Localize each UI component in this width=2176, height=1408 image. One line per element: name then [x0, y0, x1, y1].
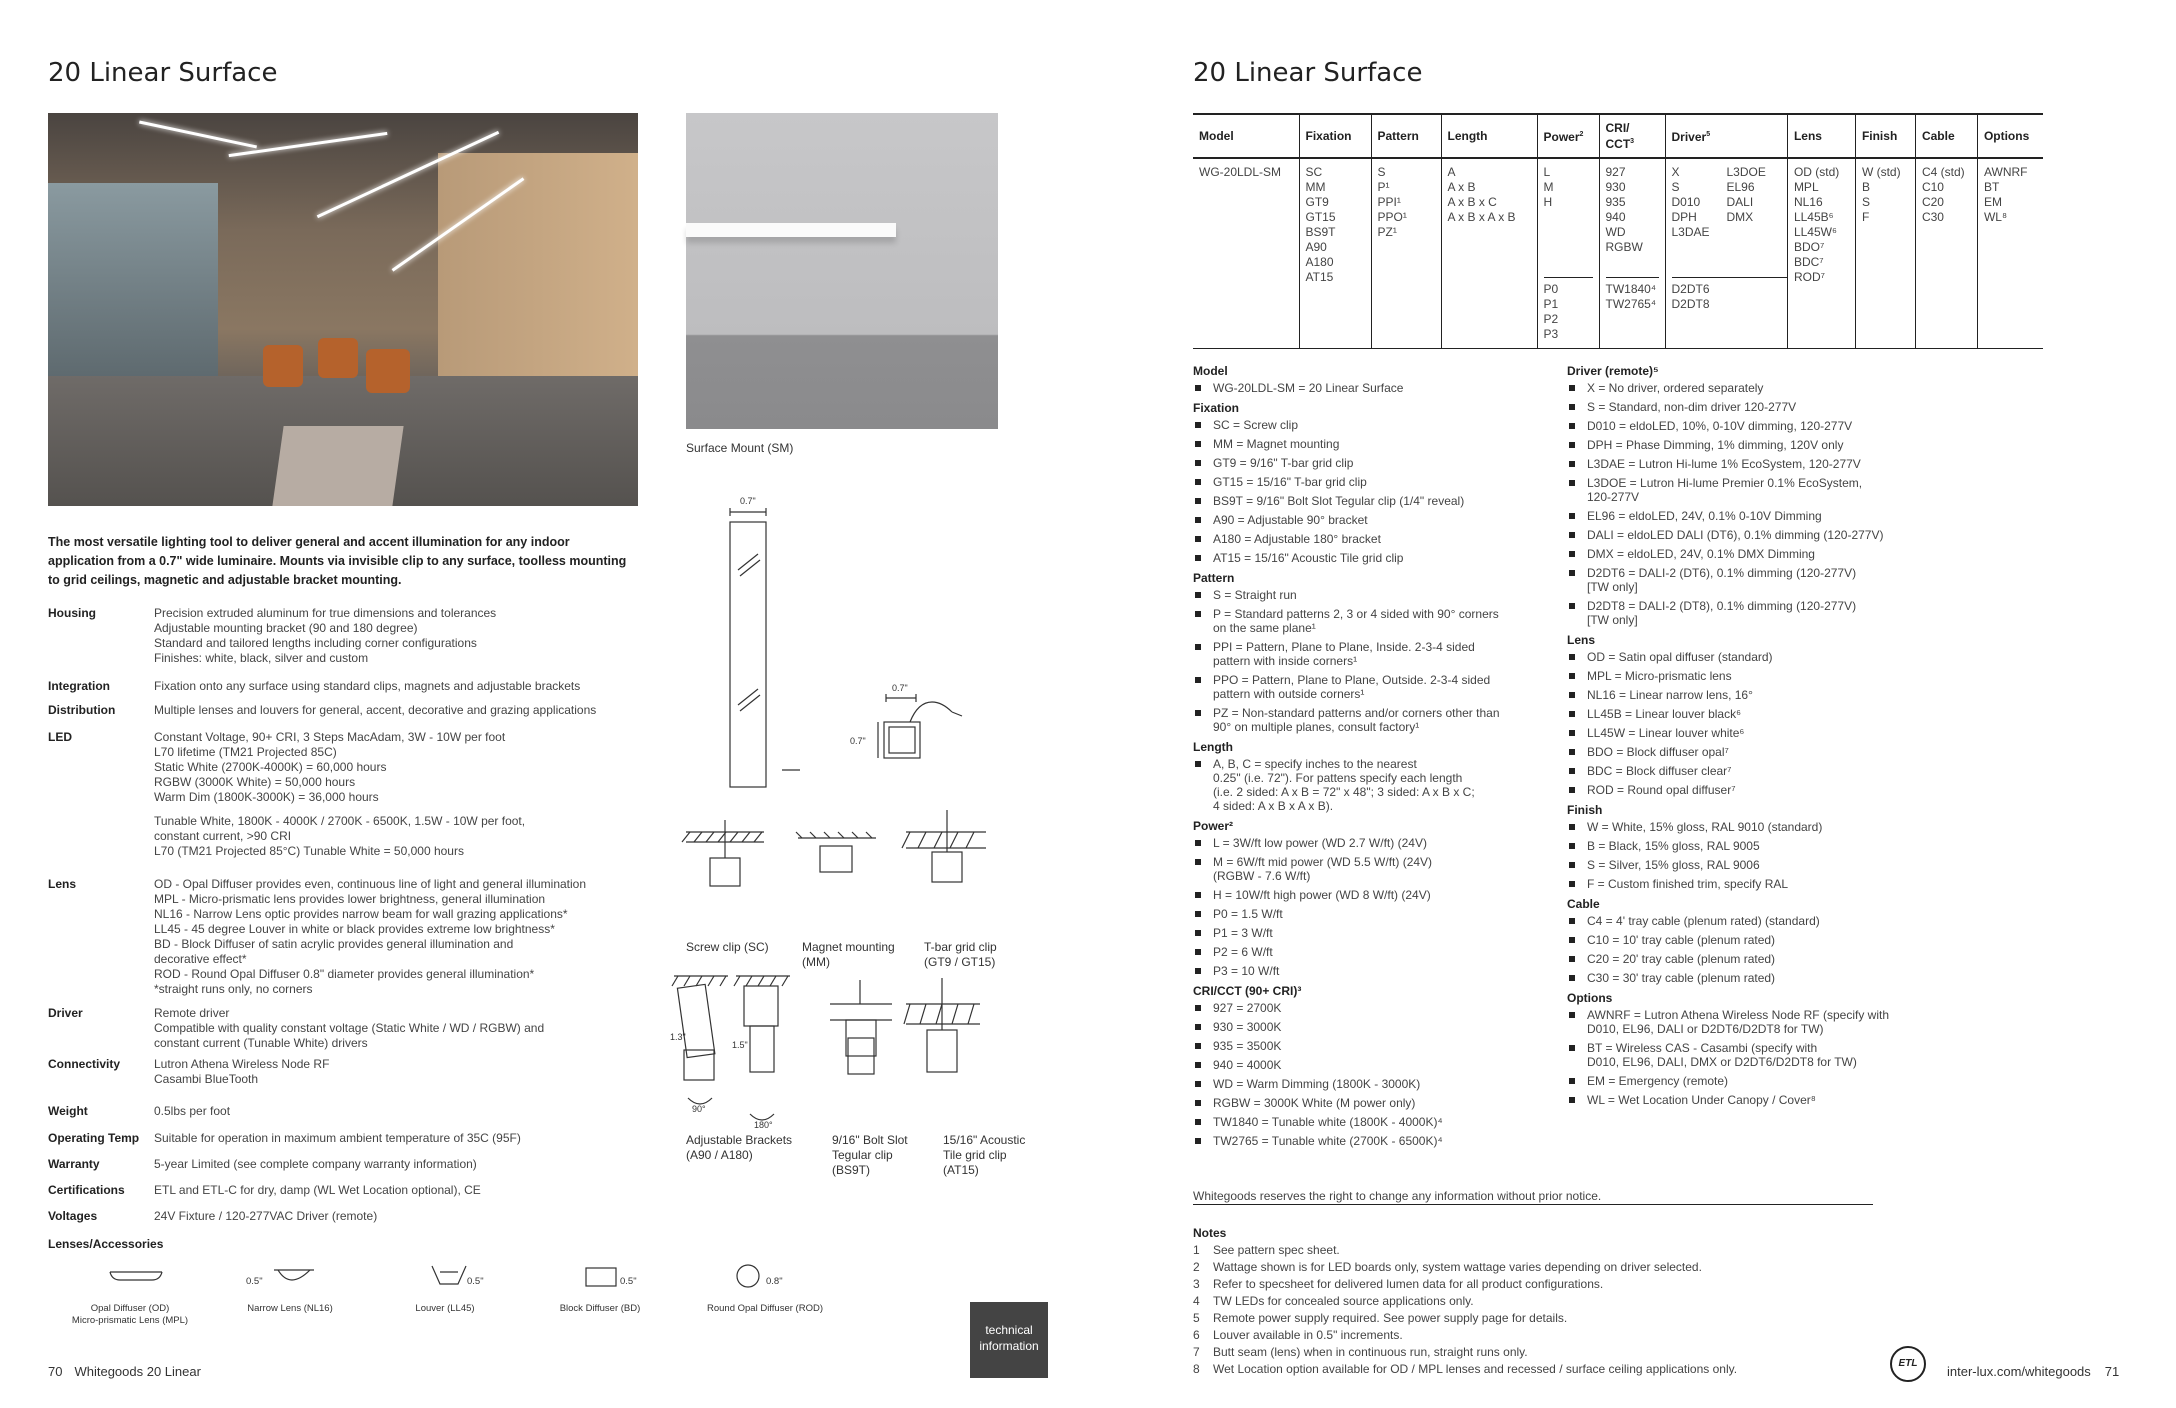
option-item: D010 = eldoLED, 10%, 0-10V dimming, 120-277V: [1567, 419, 1967, 433]
option-item: F = Custom finished trim, specify RAL: [1567, 877, 1967, 891]
accessories-title: Lenses/Accessories: [48, 1237, 164, 1251]
page-title-left: 20 Linear Surface: [48, 58, 278, 88]
page-title-right: 20 Linear Surface: [1193, 58, 1423, 88]
option-heading: Model: [1193, 364, 1228, 378]
spec-key: LED: [48, 730, 72, 744]
option-item: ROD = Round opal diffuser⁷: [1567, 783, 1967, 797]
option-item: S = Silver, 15% gloss, RAL 9006: [1567, 858, 1967, 872]
option-item: 927 = 2700K: [1193, 1001, 1563, 1015]
note-item: 5 Remote power supply required. See power supply page for details.: [1193, 1311, 1568, 1325]
table-cell-list: C4 (std) C10 C20 C30: [1915, 158, 1977, 349]
option-item: AWNRF = Lutron Athena Wireless Node RF (specify with D010, EL96, DALI or D2DT6/D2DT8 for TW): [1567, 1008, 1967, 1036]
spec-value: Remote driver Compatible with quality constant voltage (Static White / WD / RGBW) and constant current (Tunable White) drivers: [154, 1006, 545, 1050]
option-item: NL16 = Linear narrow lens, 16°: [1567, 688, 1967, 702]
spec-key: Certifications: [48, 1183, 125, 1197]
table-cell-list: A A x B A x B x C A x B x A x B: [1441, 158, 1537, 349]
note-item: 6 Louver available in 0.5" increments.: [1193, 1328, 1403, 1342]
caption-bolt-slot: 9/16" Bolt Slot Tegular clip (BS9T): [832, 1133, 908, 1177]
spec-value: 24V Fixture / 120-277VAC Driver (remote): [154, 1209, 378, 1223]
table-cell-list: TW1840⁴ TW2765⁴: [1606, 277, 1659, 312]
bracket-a90-dim: 1.3": [670, 1032, 686, 1042]
option-item: C20 = 20' tray cable (plenum rated): [1567, 952, 1967, 966]
spec-key: Voltages: [48, 1209, 98, 1223]
option-item: TW1840 = Tunable white (1800K - 4000K)⁴: [1193, 1115, 1563, 1129]
option-item: C30 = 30' tray cable (plenum rated): [1567, 971, 1967, 985]
spec-key: Lens: [48, 877, 77, 891]
option-item: A, B, C = specify inches to the nearest 0.25" (i.e. 72"). For pattens specify each length (i.e. 2 sided: A x B = 72" x 48"; 3 sided: A x B x C; 4 sided: A x B x A x B).: [1193, 757, 1563, 813]
spec-key: Warranty: [48, 1157, 100, 1171]
option-item: L3DAE = Lutron Hi-lume 1% EcoSystem, 120-277V: [1567, 457, 1967, 471]
option-item: 940 = 4000K: [1193, 1058, 1563, 1072]
option-heading: Finish: [1567, 803, 1603, 817]
mounting-drawings: [670, 490, 1000, 1130]
angle-180-label: 180°: [754, 1120, 773, 1130]
option-item: PPO = Pattern, Plane to Plane, Outside. 2-3-4 sided pattern with outside corners¹: [1193, 673, 1563, 701]
option-item: C10 = 10' tray cable (plenum rated): [1567, 933, 1967, 947]
note-item: 1 See pattern spec sheet.: [1193, 1243, 1340, 1257]
option-item: L = 3W/ft low power (WD 2.7 W/ft) (24V): [1193, 836, 1563, 850]
accessory-bd-label: Block Diffuser (BD): [559, 1303, 641, 1314]
spec-key: Integration: [48, 679, 110, 693]
option-item: D2DT6 = DALI-2 (DT6), 0.1% dimming (120-277V) [TW only]: [1567, 566, 1967, 594]
etl-logo: ETL: [1890, 1346, 1926, 1382]
option-item: 935 = 3500K: [1193, 1039, 1563, 1053]
option-item: B = Black, 15% gloss, RAL 9005: [1567, 839, 1967, 853]
spec-value: 0.5lbs per foot: [154, 1104, 231, 1118]
spec-key: Connectivity: [48, 1057, 121, 1071]
accessory-nl16-label: Narrow Lens (NL16): [247, 1303, 333, 1314]
option-item: 930 = 3000K: [1193, 1020, 1563, 1034]
disclaimer-rule: [1193, 1204, 1873, 1205]
option-item: A180 = Adjustable 180° bracket: [1193, 532, 1563, 546]
option-item: GT15 = 15/16" T-bar grid clip: [1193, 475, 1563, 489]
footer-right: [1947, 1364, 2119, 1379]
table-cell-list: L3DOE EL96 DALI DMX: [1726, 165, 1766, 224]
spec-key: Operating Temp: [48, 1131, 140, 1145]
table-cell-list: S P¹ PPI¹ PPO¹ PZ¹: [1371, 158, 1441, 349]
option-item: DALI = eldoLED DALI (DT6), 0.1% dimming (120-277V): [1567, 528, 1967, 542]
accessory-icons: [60, 1262, 860, 1302]
option-item: OD = Satin opal diffuser (standard): [1567, 650, 1967, 664]
spec-value: Lutron Athena Wireless Node RF Casambi BlueTooth: [154, 1057, 330, 1086]
rod-dim: 0.8": [766, 1276, 783, 1287]
option-item: EM = Emergency (remote): [1567, 1074, 1967, 1088]
option-item: RGBW = 3000K White (M power only): [1193, 1096, 1563, 1110]
note-item: 2 Wattage shown is for LED boards only, system wattage varies depending on driver selected.: [1193, 1260, 1702, 1274]
table-cell-list: W (std) B S F: [1855, 158, 1915, 349]
disclaimer: Whitegoods reserves the right to change any information without prior notice.: [1193, 1189, 1602, 1203]
option-item: WG-20LDL-SM = 20 Linear Surface: [1193, 381, 1563, 395]
option-heading: Fixation: [1193, 401, 1240, 415]
option-item: SC = Screw clip: [1193, 418, 1563, 432]
nl16-dim: 0.5": [246, 1276, 263, 1287]
option-heading: Power²: [1193, 819, 1234, 833]
option-heading: Options: [1567, 991, 1613, 1005]
option-heading: Pattern: [1193, 571, 1235, 585]
option-item: P1 = 3 W/ft: [1193, 926, 1563, 940]
spec-key: Driver: [48, 1006, 83, 1020]
clip-height-dim: 0.7": [850, 736, 866, 746]
ordering-table: Model Fixation Pattern Length Power$^2$ CRI/ CCT$^3$ Driver$^5$ Lens Finish Cable Options WG-20LDL-SM SC MM GT9 GT15 BS9T A90 A180 AT15 S P¹ PPI¹ PPO¹ PZ¹ A A x B A x B x C A x B x A x B L M H P0 P1 P2 P3 927 930 935 940 WD RGBW TW1840⁴ TW2765⁴ X S D010 DPH L3DAE L3DOE EL96 DALI DMX D2DT6 D2DT8 OD (std) MPL NL16 LL45B⁶ LL45W⁶ BDO⁷ BDC⁷ ROD⁷ W (std) B S F C4 (std) C10 C20 C30 AWNRF BT EM WL⁸: [1193, 113, 2043, 349]
spec-list: [48, 606, 668, 1226]
option-item: BDC = Block diffuser clear⁷: [1567, 764, 1967, 778]
option-heading: Cable: [1567, 897, 1600, 911]
option-item: MM = Magnet mounting: [1193, 437, 1563, 451]
profile-width-dim: 0.7": [740, 496, 756, 506]
option-item: LL45B = Linear louver black⁶: [1567, 707, 1967, 721]
option-item: S = Standard, non-dim driver 120-277V: [1567, 400, 1967, 414]
note-item: 3 Refer to specsheet for delivered lumen data for all product configurations.: [1193, 1277, 1604, 1291]
option-heading: Length: [1193, 740, 1233, 754]
bracket-a180-dim: 1.5": [732, 1040, 748, 1050]
website-link: inter-lux.com/whitegoods: [1947, 1364, 2091, 1379]
option-item: P = Standard patterns 2, 3 or 4 sided with 90° corners on the same plane¹: [1193, 607, 1563, 635]
spec-value: 5-year Limited (see complete company warranty information): [154, 1157, 477, 1171]
option-item: P0 = 1.5 W/ft: [1193, 907, 1563, 921]
option-item: WL = Wet Location Under Canopy / Cover⁸: [1567, 1093, 1967, 1107]
option-item: BT = Wireless CAS - Casambi (specify with D010, EL96, DALI, DMX or D2DT6/D2DT8 for TW): [1567, 1041, 1967, 1069]
options-column-1: [1193, 358, 1563, 1153]
option-item: C4 = 4' tray cable (plenum rated) (standard): [1567, 914, 1967, 928]
interior-photo: [48, 113, 638, 506]
spec-value: Multiple lenses and louvers for general, accent, decorative and grazing applications: [154, 703, 597, 717]
option-item: EL96 = eldoLED, 24V, 0.1% 0-10V Dimming: [1567, 509, 1967, 523]
spec-key: Weight: [48, 1104, 88, 1118]
table-cell-list: SC MM GT9 GT15 BS9T A90 A180 AT15: [1299, 158, 1371, 349]
table-cell-list: P0 P1 P2 P3: [1544, 277, 1593, 342]
option-item: S = Straight run: [1193, 588, 1563, 602]
spec-value: Precision extruded aluminum for true dimensions and tolerances Adjustable mounting bracket (90 and 180 degree) Standard and tailored lengths including corner configurations Finishes: white, black, silver and custom: [154, 606, 497, 665]
option-item: P3 = 10 W/ft: [1193, 964, 1563, 978]
notes: Notes 1 See pattern spec sheet. 2 Wattage shown is for LED boards only, system wattage varies depending on driver selected. 3 Refer to specsheet for delivered lumen data for all product configurations. 4 TW LEDs for concealed source applications only. 5 Remote power supply required. See power supply page for details. 6 Louver available in 0.5" increments. 7 Butt seam (lens) when in continuous run, straight runs only. 8 Wet Location option available for OD / MPL lenses and recessed / surface ceiling applications only.: [1193, 1225, 1953, 1378]
option-heading: Lens: [1567, 633, 1596, 647]
option-item: BS9T = 9/16" Bolt Slot Tegular clip (1/4" reveal): [1193, 494, 1563, 508]
caption-tbar: T-bar grid clip (GT9 / GT15): [924, 940, 997, 969]
option-item: A90 = Adjustable 90° bracket: [1193, 513, 1563, 527]
surface-mount-caption: Surface Mount (SM): [686, 441, 794, 455]
option-item: BDO = Block diffuser opal⁷: [1567, 745, 1967, 759]
option-item: DPH = Phase Dimming, 1% dimming, 120V only: [1567, 438, 1967, 452]
option-item: DMX = eldoLED, 24V, 0.1% DMX Dimming: [1567, 547, 1967, 561]
option-item: GT9 = 9/16" T-bar grid clip: [1193, 456, 1563, 470]
option-item: X = No driver, ordered separately: [1567, 381, 1967, 395]
accessory-od-label: Opal Diffuser (OD) Micro-prismatic Lens (MPL): [71, 1303, 189, 1326]
option-heading: CRI/CCT (90+ CRI)³: [1193, 984, 1302, 998]
option-item: L3DOE = Lutron Hi-lume Premier 0.1% EcoSystem, 120-277V: [1567, 476, 1967, 504]
option-item: M = 6W/ft mid power (WD 5.5 W/ft) (24V) (RGBW - 7.6 W/ft): [1193, 855, 1563, 883]
ll45-dim: 0.5": [467, 1276, 484, 1287]
footer-left: [48, 1364, 201, 1379]
table-cell-list: OD (std) MPL NL16 LL45B⁶ LL45W⁶ BDO⁷ BDC⁷ ROD⁷: [1787, 158, 1855, 349]
option-item: PZ = Non-standard patterns and/or corners other than 90° on multiple planes, consult factory¹: [1193, 706, 1563, 734]
bd-dim: 0.5": [620, 1276, 637, 1287]
option-item: MPL = Micro-prismatic lens: [1567, 669, 1967, 683]
table-cell-list: AWNRF BT EM WL⁸: [1977, 158, 2043, 349]
caption-brackets: Adjustable Brackets (A90 / A180): [686, 1133, 793, 1162]
page-number-right: 71: [2104, 1364, 2120, 1379]
intro-paragraph: The most versatile lighting tool to deliver general and accent illumination for any indoor application from a 0.7" wide luminaire. Mounts via invisible clip to any surface, toolless mounting to grid ceilings, magnetic and adjustable bracket mounting.: [48, 535, 627, 587]
spec-value: Suitable for operation in maximum ambient temperature of 35C (95F): [154, 1131, 521, 1145]
footer-label: Whitegoods 20 Linear: [74, 1364, 201, 1379]
caption-magnet: Magnet mounting (MM): [802, 940, 895, 969]
spec-value: ETL and ETL-C for dry, damp (WL Wet Location optional), CE: [154, 1183, 481, 1197]
table-cell-list: X S D010 DPH L3DAE: [1671, 165, 1710, 239]
spec-value: Fixation onto any surface using standard clips, magnets and adjustable brackets: [154, 679, 581, 693]
option-item: W = White, 15% gloss, RAL 9010 (standard): [1567, 820, 1967, 834]
page-number-left: 70: [48, 1364, 63, 1379]
option-item: P2 = 6 W/ft: [1193, 945, 1563, 959]
note-item: 7 Butt seam (lens) when in continuous run, straight runs only.: [1193, 1345, 1528, 1359]
accessory-ll45-label: Louver (LL45): [415, 1303, 475, 1314]
option-item: TW2765 = Tunable white (2700K - 6500K)⁴: [1193, 1134, 1563, 1148]
spec-key: Housing: [48, 606, 96, 620]
table-cell-list: L M H: [1543, 165, 1554, 209]
note-item: 8 Wet Location option available for OD / MPL lenses and recessed / surface ceiling applications only.: [1193, 1362, 1738, 1376]
note-item: 4 TW LEDs for concealed source applications only.: [1193, 1294, 1474, 1308]
surface-mount-photo: [686, 113, 998, 429]
technical-information-tab[interactable]: technical information: [970, 1302, 1048, 1378]
option-item: D2DT8 = DALI-2 (DT8), 0.1% dimming (120-277V) [TW only]: [1567, 599, 1967, 627]
caption-screw-clip: Screw clip (SC): [686, 940, 769, 954]
accessory-rod-label: Round Opal Diffuser (ROD): [707, 1303, 823, 1314]
option-heading: Driver (remote)⁵: [1567, 364, 1659, 378]
spec-key: Distribution: [48, 703, 116, 717]
table-cell-list: 927 930 935 940 WD RGBW: [1605, 165, 1643, 254]
option-item: PPI = Pattern, Plane to Plane, Inside. 2-3-4 sided pattern with inside corners¹: [1193, 640, 1563, 668]
option-item: WD = Warm Dimming (1800K - 3000K): [1193, 1077, 1563, 1091]
spec-value: Constant Voltage, 90+ CRI, 3 Steps MacAdam, 3W - 10W per foot L70 lifetime (TM21 Projected 85C) Static White (2700K-4000K) = 60,000 hours RGBW (3000K White) = 50,000 hours Warm Dim (1800K-3000K) = 36,000 hours Tunable White, 1800K - 4000K / 2700K - 6500K, 1.5W - 10W per foot, constant current, >90 CRI L70 (TM21 Projected 85°C) Tunable White = 50,000 hours: [154, 730, 526, 858]
table-model: WG-20LDL-SM: [1193, 158, 1299, 349]
option-item: LL45W = Linear louver white⁶: [1567, 726, 1967, 740]
option-item: H = 10W/ft high power (WD 8 W/ft) (24V): [1193, 888, 1563, 902]
angle-90-label: 90°: [692, 1104, 706, 1114]
spec-value: OD - Opal Diffuser provides even, continuous line of light and general illumination MPL - Micro-prismatic lens provides lower brightness, general illumination NL16 - Narrow Lens optic provides narrow beam for wall grazing applications* LL45 - 45 degree Louver in white or black provides extreme low brightness* BD - Block Diffuser of satin acrylic provides general illumination and decorative effect* ROD - Round Opal Diffuser 0.8" diameter provides general illumination* *straight runs only, no corners: [154, 877, 587, 996]
options-column-2: [1567, 358, 1967, 1112]
clip-width-dim: 0.7": [892, 683, 908, 693]
table-cell-list: D2DT6 D2DT8: [1672, 277, 1787, 312]
caption-acoustic: 15/16" Acoustic Tile grid clip (AT15): [943, 1133, 1026, 1177]
option-item: AT15 = 15/16" Acoustic Tile grid clip: [1193, 551, 1563, 565]
